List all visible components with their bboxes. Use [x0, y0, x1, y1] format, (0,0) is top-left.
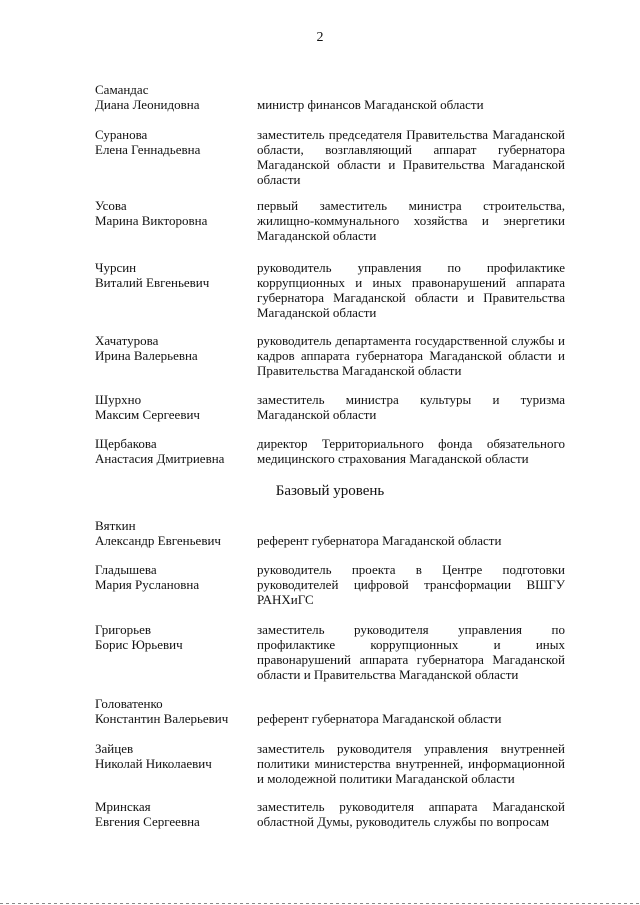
member-surname: Усова [95, 198, 127, 213]
member-given-names: Анастасия Дмитриевна [95, 451, 225, 466]
member-surname: Григорьев [95, 622, 151, 637]
member-name [95, 562, 250, 592]
member-given-names: Николай Николаевич [95, 756, 212, 771]
member-role: министр финансов Магаданской области [257, 97, 484, 112]
member-name [95, 696, 250, 726]
member-role: директор Территориального фонда обязательного медицинского страхования Магаданской области [257, 436, 565, 466]
page-number: 2 [316, 30, 324, 45]
member-surname: Чурсин [95, 260, 137, 275]
member-role: первый заместитель министра строительства, жилищно-коммунального хозяйства и энергетики Магаданской области [257, 198, 565, 243]
member-role: заместитель министра культуры и туризма Магаданской области [257, 392, 565, 422]
member-name [95, 260, 250, 290]
member-given-names: Александр Евгеньевич [95, 533, 221, 548]
member-name [95, 518, 250, 548]
member-name [95, 198, 250, 228]
member-given-names: Диана Леонидовна [95, 97, 200, 112]
member-name [95, 741, 250, 771]
member-surname: Самандас [95, 82, 149, 97]
member-given-names: Мария Руслановна [95, 577, 200, 592]
member-name [95, 436, 250, 466]
member-given-names: Константин Валерьевич [95, 711, 229, 726]
member-surname: Вяткин [95, 518, 136, 533]
member-surname: Головатенко [95, 696, 163, 711]
member-surname: Суранова [95, 127, 148, 142]
member-surname: Хачатурова [95, 333, 159, 348]
member-role: заместитель руководителя управления по профилактике коррупционных и иных правонарушений аппарата губернатора Магаданской области и Правительства Магаданской области [257, 622, 565, 682]
section-heading: Базовый уровень [275, 483, 385, 499]
member-name [95, 127, 250, 157]
member-surname: Мринская [95, 799, 151, 814]
member-given-names: Виталий Евгеньевич [95, 275, 210, 290]
member-surname: Шурхно [95, 392, 142, 407]
member-role: референт губернатора Магаданской области [257, 533, 502, 548]
member-given-names: Елена Геннадьевна [95, 142, 201, 157]
member-role: руководитель департамента государственной службы и кадров аппарата губернатора Магаданской области и Правительства Магаданской области [257, 333, 565, 378]
member-name [95, 392, 250, 422]
member-given-names: Марина Викторовна [95, 213, 208, 228]
member-name [95, 799, 250, 829]
member-surname: Щербакова [95, 436, 157, 451]
member-role: заместитель руководителя аппарата Магаданской областной Думы, руководитель службы по вопросам [257, 799, 565, 829]
member-given-names: Евгения Сергеевна [95, 814, 200, 829]
member-role: руководитель управления по профилактике коррупционных и иных правонарушений аппарата губернатора Магаданской области и Правительства Магаданской области [257, 260, 565, 320]
member-given-names: Максим Сергеевич [95, 407, 200, 422]
member-name [95, 333, 250, 363]
member-name [95, 82, 250, 112]
member-name [95, 622, 250, 652]
member-surname: Гладышева [95, 562, 157, 577]
bottom-divider [0, 903, 640, 904]
member-role: референт губернатора Магаданской области [257, 711, 502, 726]
member-role: руководитель проекта в Центре подготовки руководителей цифровой трансформации ВШГУ РАНХиГС [257, 562, 565, 607]
member-role: заместитель руководителя управления внутренней политики министерства внутренней, информационной и молодежной политики Магаданской области [257, 741, 565, 786]
member-role: заместитель председателя Правительства Магаданской области, возглавляющий аппарат губернатора Магаданской области и Правительства Магаданской области [257, 127, 565, 187]
member-surname: Зайцев [95, 741, 134, 756]
member-given-names: Борис Юрьевич [95, 637, 183, 652]
member-given-names: Ирина Валерьевна [95, 348, 198, 363]
